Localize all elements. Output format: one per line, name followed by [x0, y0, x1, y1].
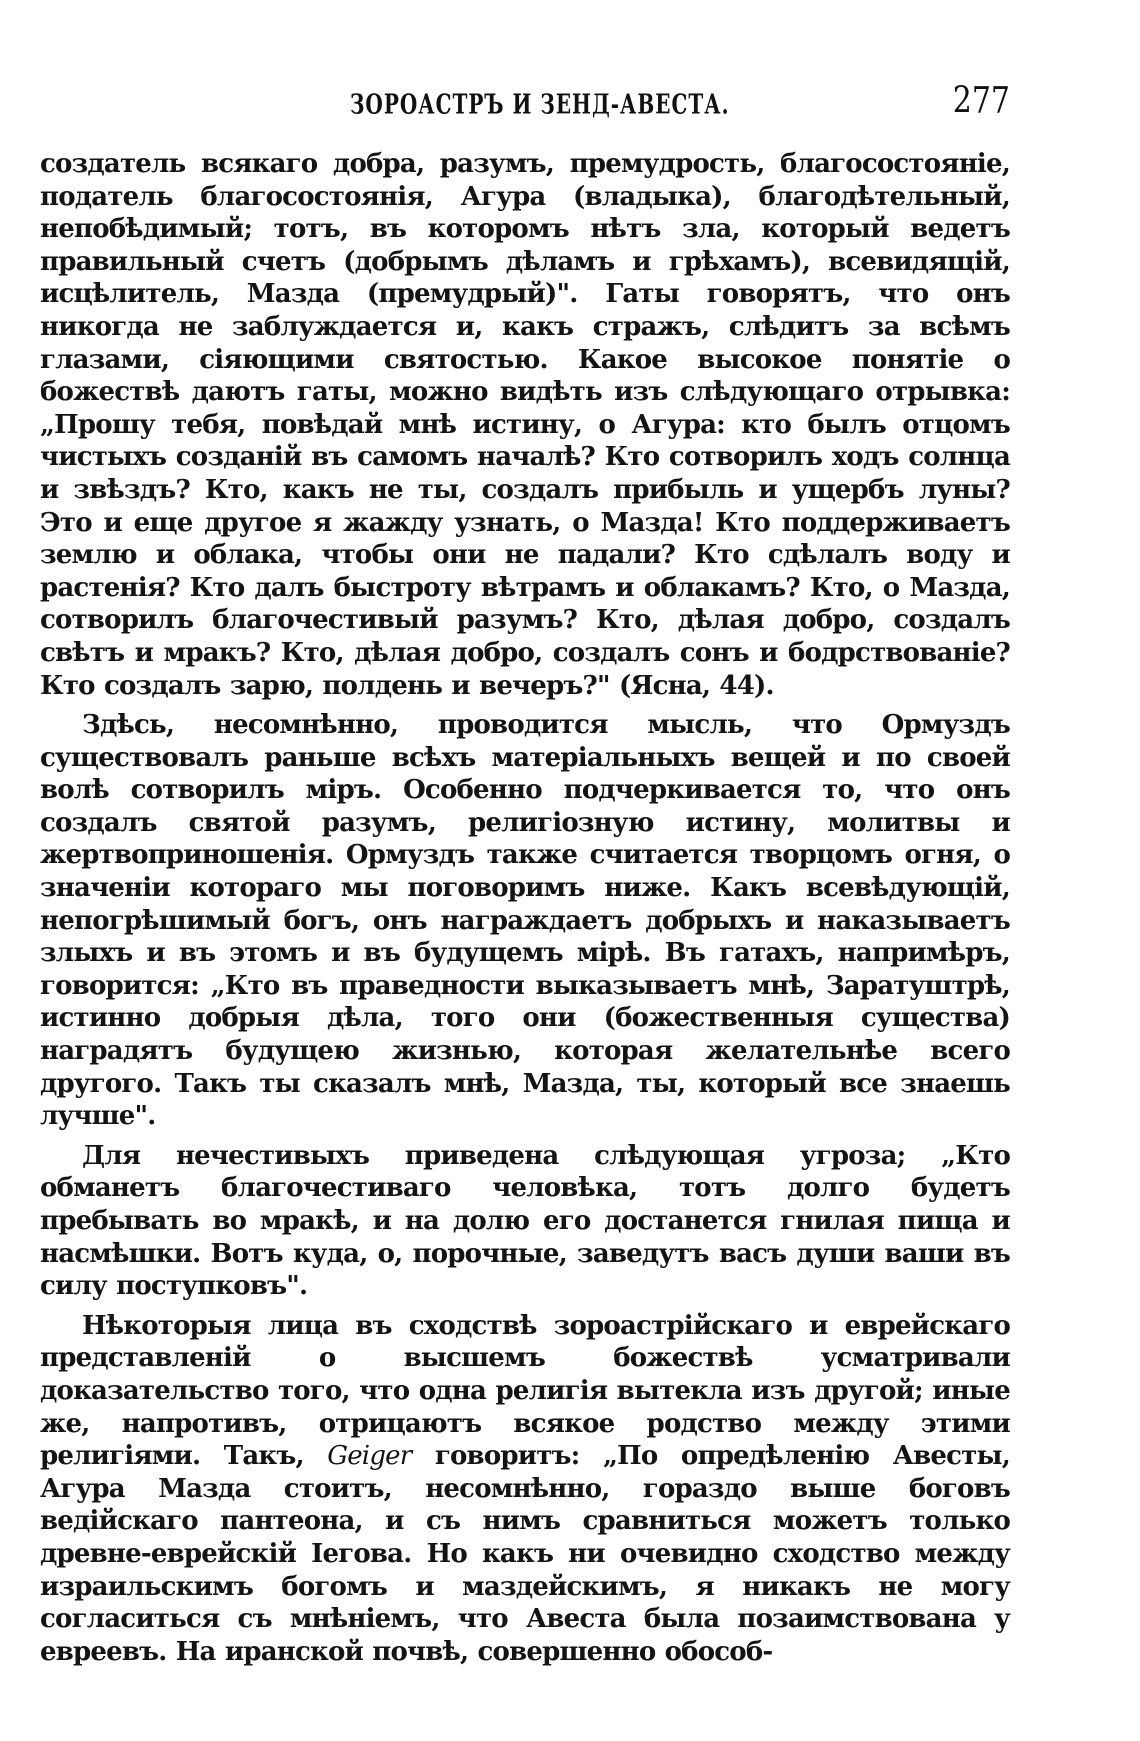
paragraph: Здѣсь, несомнѣнно, проводится мысль, что Ормуздъ существовалъ раньше всѣхъ матеріальныхъ вещей и по своей волѣ сотворилъ міръ. Особенно подчеркивается то, что онъ создалъ святой разумъ, религіозную истину, молитвы и жертвоприношенія. Ормуздъ также считается творцомъ огня, о значеніи котораго мы поговоримъ ниже. Какъ всевѣдующій, непогрѣшимый богъ, онъ награждаетъ добрыхъ и наказываетъ злыхъ и въ этомъ и въ будущемъ мірѣ. Въ гатахъ, напримѣръ, говорится: „Кто въ праведности выказываетъ мнѣ, Заратуштрѣ, истинно добрыя дѣла, того они (божественныя существа) наградятъ будущею жизнью, которая желательнѣе всего другого. Такъ ты сказалъ мнѣ, Мазда, ты, который все знаешь лучше".	[40, 710, 1010, 1132]
running-title: ЗОРОАСТРЪ И ЗЕНД-АВЕСТА.	[350, 88, 730, 121]
body-text	[40, 148, 1010, 1675]
page-number: 277	[952, 80, 1010, 122]
paragraph-text: Нѣкоторыя лица въ сходствѣ зороастрійскаго и еврейскаго представленій о высшемъ божествѣ усматривали доказательство того, что одна религія вытекла изъ другой; иные же, напротивъ, отрицаютъ всякое родство между этими религіями. Такъ,	[40, 1310, 1010, 1472]
paragraph-text: говоритъ: „По опредѣленію Авесты, Агура Мазда стоитъ, несомнѣнно, гораздо выше боговъ ведійскаго пантеона, и съ нимъ сравниться можетъ только древне-еврейскій Іегова. Но какъ ни очевидно сходство между израильскимъ богомъ и маздейскимъ, я никакъ не могу согласиться съ мнѣніемъ, что Авеста была позаимствована у евреевъ. На иранской почвѣ, совершенно обособ-	[40, 1441, 1011, 1667]
paragraph	[40, 1310, 1010, 1669]
paragraph-continued: создатель всякаго добра, разумъ, премудрость, благосостояніе, податель благосостоянія, Агура (владыка), благодѣтельный, непобѣдимый; тотъ, въ которомъ нѣтъ зла, который ведетъ правильный счетъ (добрымъ дѣламъ и грѣхамъ), всевидящій, исцѣлитель, Мазда (премудрый)". Гаты говорятъ, что онъ никогда не заблуждается и, какъ стражъ, слѣдитъ за всѣмъ глазами, сіяющими святостью. Какое высокое понятіе о божествѣ даютъ гаты, можно видѣть изъ слѣдующаго отрывка: „Прошу тебя, повѣдай мнѣ истину, о Агура: кто былъ отцомъ чистыхъ созданій въ самомъ началѣ? Кто сотворилъ ходъ солнца и звѣздъ? Кто, какъ не ты, создалъ прибыль и ущербъ луны? Это и еще другое я жажду узнать, о Мазда! Кто поддерживаетъ землю и облака, чтобы они не падали? Кто сдѣлалъ воду и растенія? Кто далъ быстроту вѣтрамъ и облакамъ? Кто, о Мазда, сотворилъ благочестивый разумъ? Кто, дѣлая добро, создалъ свѣтъ и мракъ? Кто, дѣлая добро, создалъ сонъ и бодрствованіе? Кто создалъ зарю, полдень и вечеръ?" (Ясна, 44).	[40, 149, 1010, 701]
paragraph: Для нечестивыхъ приведена слѣдующая угроза; „Кто обманетъ благочестиваго человѣка, тотъ долго будетъ пребывать во мракѣ, и на долю его достанется гнилая пища и насмѣшки. Вотъ куда, о, порочные, заведутъ васъ души ваши въ силу поступковъ".	[40, 1140, 1010, 1302]
cited-author-name: Geiger	[327, 1441, 412, 1472]
page-header	[40, 80, 1010, 120]
